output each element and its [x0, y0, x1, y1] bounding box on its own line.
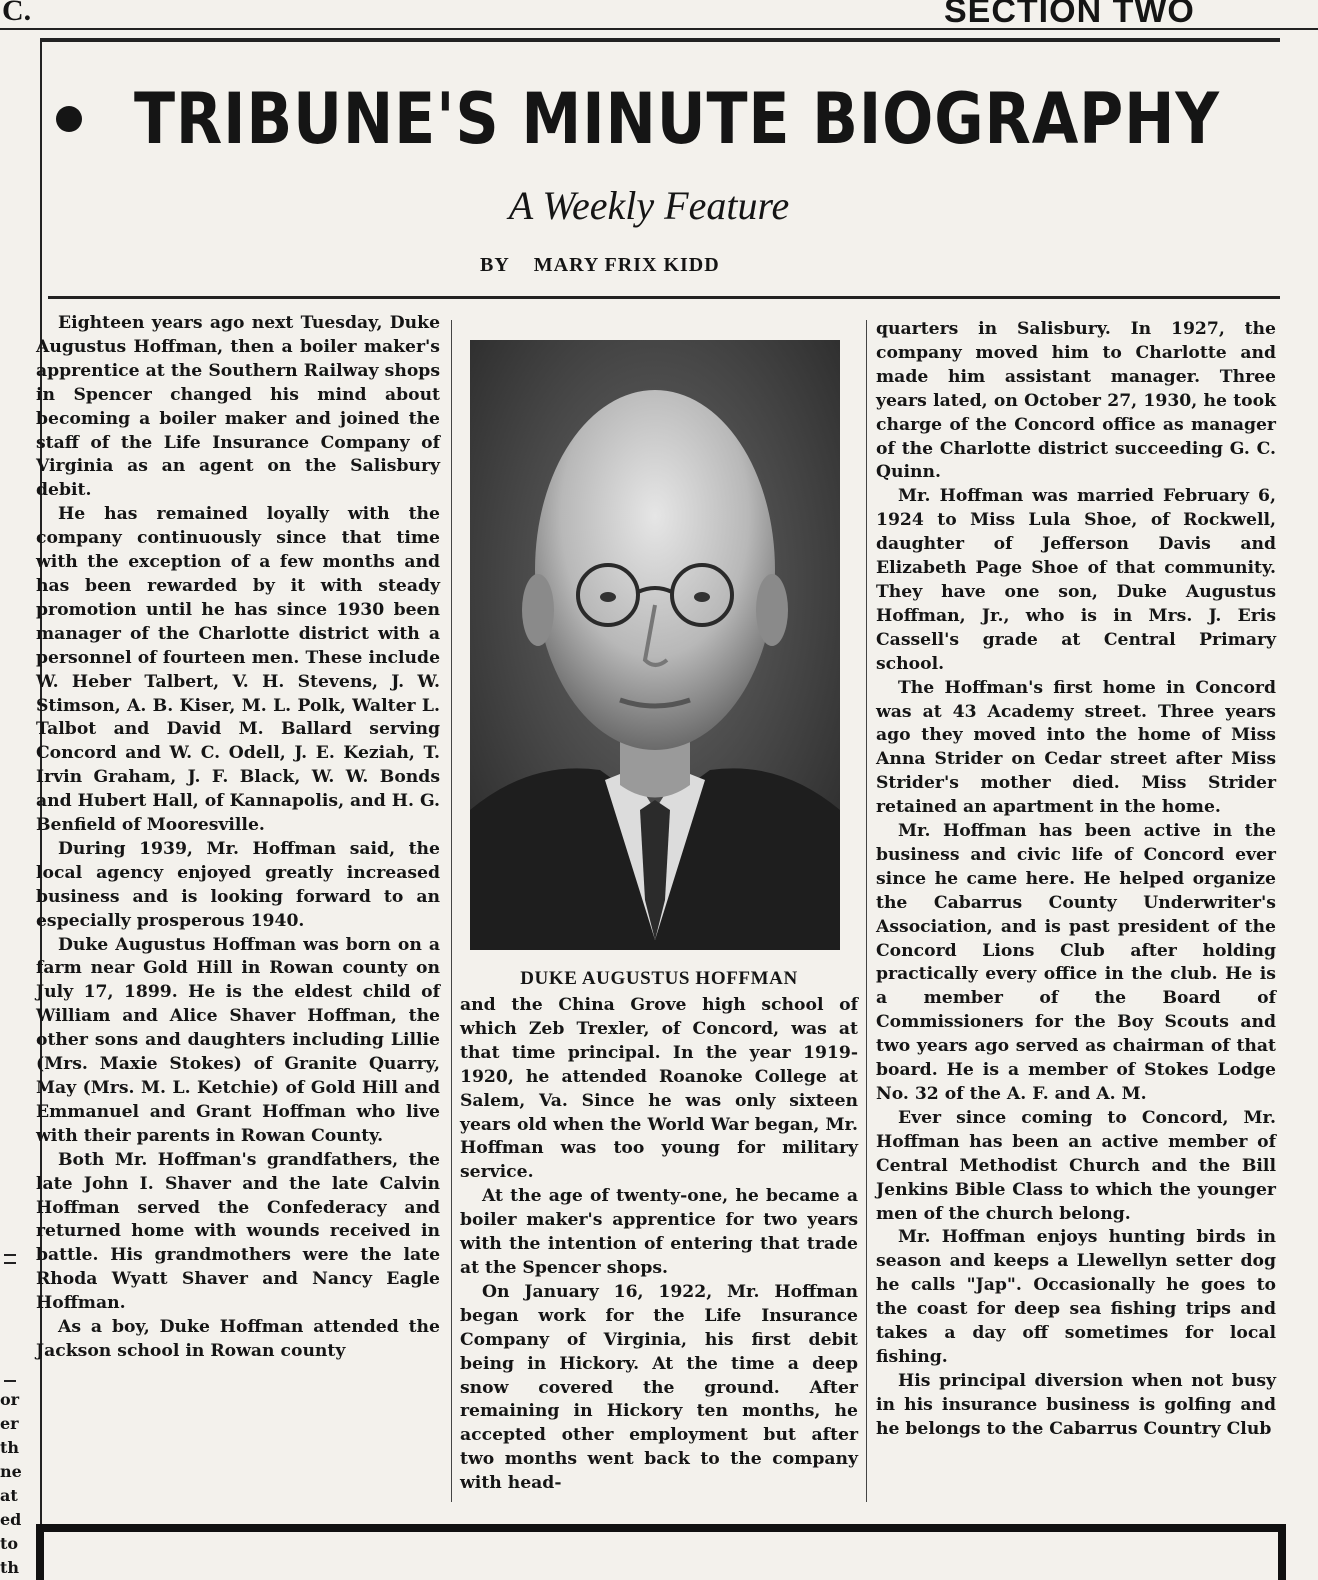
- byline: [480, 254, 720, 277]
- edge-fragment: ne: [0, 1462, 22, 1481]
- edge-fragment: at: [0, 1486, 18, 1505]
- paragraph: Eighteen years ago next Tuesday, Duke Augustus Hoffman, then a boiler maker's apprentice at the Southern Railway shops in Spencer changed his mind about becoming a boiler maker and joined the staff of the Life Insurance Company of Virginia as an agent on the Salisbury debit.: [36, 313, 440, 501]
- bullet-icon: [56, 106, 82, 132]
- paragraph: Mr. Hoffman enjoys hunting birds in season and keeps a Llewellyn setter dog he calls "Jap". Occasionally he goes to the coast for deep sea fishing trips and takes a day off sometimes for local fishing.: [876, 1227, 1276, 1367]
- photo-caption: DUKE AUGUSTUS HOFFMAN: [520, 968, 798, 989]
- headline-title: TRIBUNE'S MINUTE BIOGRAPHY: [134, 78, 1220, 160]
- column-divider: [866, 320, 867, 1502]
- paragraph: As a boy, Duke Hoffman attended the Jackson school in Rowan county: [36, 1317, 440, 1361]
- top-rule: [0, 28, 1318, 30]
- edge-fragment: er: [0, 1414, 19, 1433]
- paragraph: Ever since coming to Concord, Mr. Hoffman has been an active member of Central Methodist Church and the Bill Jenkins Bible Class to which the younger men of the church belong.: [876, 1107, 1276, 1224]
- edge-fragment: ed: [0, 1510, 22, 1529]
- paragraph: At the age of twenty-one, he became a boiler maker's apprentice for two years with the intention of entering that trade at the Spencer shops.: [460, 1186, 858, 1278]
- edge-mark: [4, 1254, 16, 1256]
- byline-author: MARY FRIX KIDD: [533, 254, 720, 276]
- byline-prefix: BY: [480, 254, 510, 276]
- page-edge-fragment: C.: [2, 0, 32, 27]
- paragraph: His principal diversion when not busy in his insurance business is golfing and he belongs to the Cabarrus Country Club: [876, 1370, 1276, 1439]
- paragraph: and the China Grove high school of which Zeb Trexler, of Concord, was at that time principal. In the year 1919-1920, he attended Roanoke College at Salem, Va. Since he was only sixteen years old when the World War began, Mr. Hoffman was too young for military service.: [460, 995, 858, 1183]
- edge-fragment: th: [0, 1558, 20, 1577]
- header-rule: [48, 296, 1280, 299]
- article-column-left: [36, 312, 440, 1364]
- article-column-right: [876, 318, 1276, 1442]
- portrait-photo: [470, 340, 840, 950]
- subtitle: A Weekly Feature: [508, 183, 790, 228]
- edge-mark: [4, 1380, 16, 1382]
- section-label: SECTION TWO: [944, 0, 1195, 30]
- edge-fragment: th: [0, 1438, 20, 1457]
- paragraph: quarters in Salisbury. In 1927, the company moved him to Charlotte and made him assistant manager. Three years lated, on October 27, 1930, he took charge of the Concord office as manager of the Charlotte district succeeding G. C. Quinn.: [876, 319, 1276, 483]
- frame-top-rule: [40, 38, 1280, 42]
- headline: [52, 74, 1292, 164]
- paragraph: The Hoffman's first home in Concord was at 43 Academy street. Three years ago they moved into the home of Miss Anna Strider on Cedar street after Miss Strider's mother died. Miss Strider retained an apartment in the home.: [876, 677, 1276, 818]
- paragraph: On January 16, 1922, Mr. Hoffman began work for the Life Insurance Company of Virginia, his first debit being in Hickory. At the time a deep snow covered the ground. After remaining in Hickory ten months, he accepted other employment but after two months went back to the company with head-: [460, 1281, 858, 1494]
- article-column-middle: [460, 994, 858, 1496]
- paragraph: Duke Augustus Hoffman was born on a farm near Gold Hill in Rowan county on July 17, 1899. He is the eldest child of William and Alice Shaver Hoffman, the other sons and daughters including Lillie (Mrs. Maxie Stokes) of Granite Quarry, May (Mrs. M. L. Ketchie) of Gold Hill and Emmanuel and Grant Hoffman who live with their parents in Rowan County.: [36, 934, 440, 1146]
- edge-fragment: to: [0, 1534, 19, 1553]
- paragraph: He has remained loyally with the company continuously since that time with the exception of a few months and has been rewarded by it with steady promotion until he has since 1930 been manager of the Charlotte district with a personnel of fourteen men. These include W. Heber Talbert, V. H. Stevens, J. W. Stimson, A. B. Kiser, M. L. Polk, Walter L. Talbot and David M. Ballard serving Concord and W. C. Odell, J. E. Keziah, T. Irvin Graham, J. F. Black, W. W. Bonds and Hubert Hall, of Kannapolis, and H. G. Benfield of Mooresville.: [36, 504, 440, 836]
- paragraph: Mr. Hoffman has been active in the business and civic life of Concord ever since he came here. He helped organize the Cabarrus County Underwriter's Association, and is past president of the Concord Lions Club after holding practically every office in the club. He is a member of the Board of Commissioners for the Boy Scouts and two years ago served as chairman of that board. He is a member of Stokes Lodge No. 32 of the A. F. and A. M.: [876, 821, 1276, 1104]
- edge-fragment: or: [0, 1390, 20, 1409]
- column-divider: [451, 320, 452, 1502]
- paragraph: Both Mr. Hoffman's grandfathers, the late John I. Shaver and the late Calvin Hoffman served the Confederacy and returned home with wounds received in battle. His grandmothers were the late Rhoda Wyatt Shaver and Nancy Eagle Hoffman.: [36, 1149, 440, 1314]
- paragraph: Mr. Hoffman was married February 6, 1924 to Miss Lula Shoe, of Rockwell, daughter of Jefferson Davis and Elizabeth Page Shoe of that community. They have one son, Duke Augustus Hoffman, Jr., who is in Mrs. J. Eris Cassell's grade at Central Primary school.: [876, 486, 1276, 674]
- paragraph: During 1939, Mr. Hoffman said, the local agency enjoyed greatly increased business and is looking forward to an especially prosperous 1940.: [36, 838, 440, 931]
- next-article-box: [36, 1524, 1286, 1580]
- edge-mark: [4, 1262, 16, 1264]
